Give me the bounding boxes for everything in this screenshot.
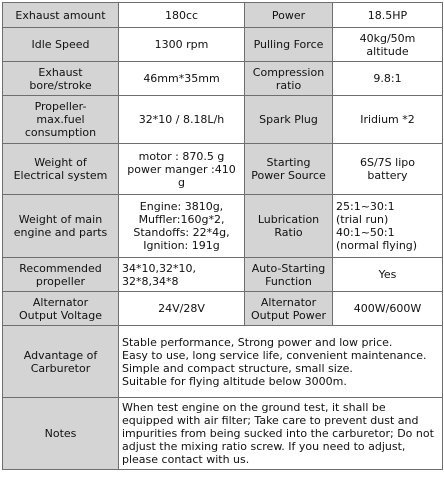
value-spark-plug: Iridium *2 xyxy=(333,96,443,144)
label-power: Power xyxy=(245,3,333,28)
label-recommended-propeller: Recommended propeller xyxy=(3,258,119,292)
value-idle-speed: 1300 rpm xyxy=(119,28,245,62)
label-propeller-fuel-consumption: Propeller- max.fuel consumption xyxy=(3,96,119,144)
spec-row-exhaust-bore xyxy=(3,62,443,96)
label-pulling-force: Pulling Force xyxy=(245,28,333,62)
label-carburetor-advantage: Advantage of Carburetor xyxy=(3,326,119,398)
label-alternator-voltage: Alternator Output Voltage xyxy=(3,292,119,326)
label-alternator-power: Alternator Output Power xyxy=(245,292,333,326)
engine-spec-table xyxy=(2,2,443,470)
label-electrical-weight: Weight of Electrical system xyxy=(3,144,119,195)
value-main-engine-weight: Engine: 3810g, Muffler:160g*2, Standoffs: 22*4g, Ignition: 191g xyxy=(119,195,245,258)
value-compression-ratio: 9.8:1 xyxy=(333,62,443,96)
label-spark-plug: Spark Plug xyxy=(245,96,333,144)
spec-row-alternator xyxy=(3,292,443,326)
label-exhaust-amount: Exhaust amount xyxy=(3,3,119,28)
spec-row-idle-speed xyxy=(3,28,443,62)
label-idle-speed: Idle Speed xyxy=(3,28,119,62)
value-lubrication-ratio: 25:1~30:1 (trial run) 40:1~50:1 (normal flying) xyxy=(333,195,443,258)
value-exhaust-amount: 180cc xyxy=(119,3,245,28)
value-auto-starting: Yes xyxy=(333,258,443,292)
label-notes: Notes xyxy=(3,398,119,470)
spec-row-electrical-weight xyxy=(3,144,443,195)
spec-row-main-engine-weight xyxy=(3,195,443,258)
label-starting-power-source: Starting Power Source xyxy=(245,144,333,195)
value-alternator-power: 400W/600W xyxy=(333,292,443,326)
label-compression-ratio: Compression ratio xyxy=(245,62,333,96)
label-exhaust-bore-stroke: Exhaust bore/stroke xyxy=(3,62,119,96)
value-notes: When test engine on the ground test, it shall be equipped with air filter; Take care to prevent dust and impurities from being sucked into the carburetor; Do not adjust the mixing ratio screw. If you need to adjust, please contact with us. xyxy=(119,398,443,470)
spec-row-propeller-fuel xyxy=(3,96,443,144)
spec-row-propeller xyxy=(3,258,443,292)
spec-row-exhaust-amount xyxy=(3,3,443,28)
label-main-engine-weight: Weight of main engine and parts xyxy=(3,195,119,258)
value-propeller-fuel-consumption: 32*10 / 8.18L/h xyxy=(119,96,245,144)
value-starting-power-source: 6S/7S lipo battery xyxy=(333,144,443,195)
value-recommended-propeller: 34*10,32*10, 32*8,34*8 xyxy=(119,258,245,292)
value-power: 18.5HP xyxy=(333,3,443,28)
value-pulling-force: 40kg/50m altitude xyxy=(333,28,443,62)
value-alternator-voltage: 24V/28V xyxy=(119,292,245,326)
label-lubrication-ratio: Lubrication Ratio xyxy=(245,195,333,258)
spec-row-notes xyxy=(3,398,443,470)
value-electrical-weight: motor : 870.5 g power manger :410 g xyxy=(119,144,245,195)
value-exhaust-bore-stroke: 46mm*35mm xyxy=(119,62,245,96)
value-carburetor-advantage: Stable performance, Strong power and low price. Easy to use, long service life, convenient maintenance. Simple and compact structure, small size. Suitable for flying altitude below 3000m. xyxy=(119,326,443,398)
label-auto-starting: Auto-Starting Function xyxy=(245,258,333,292)
spec-row-advantage xyxy=(3,326,443,398)
